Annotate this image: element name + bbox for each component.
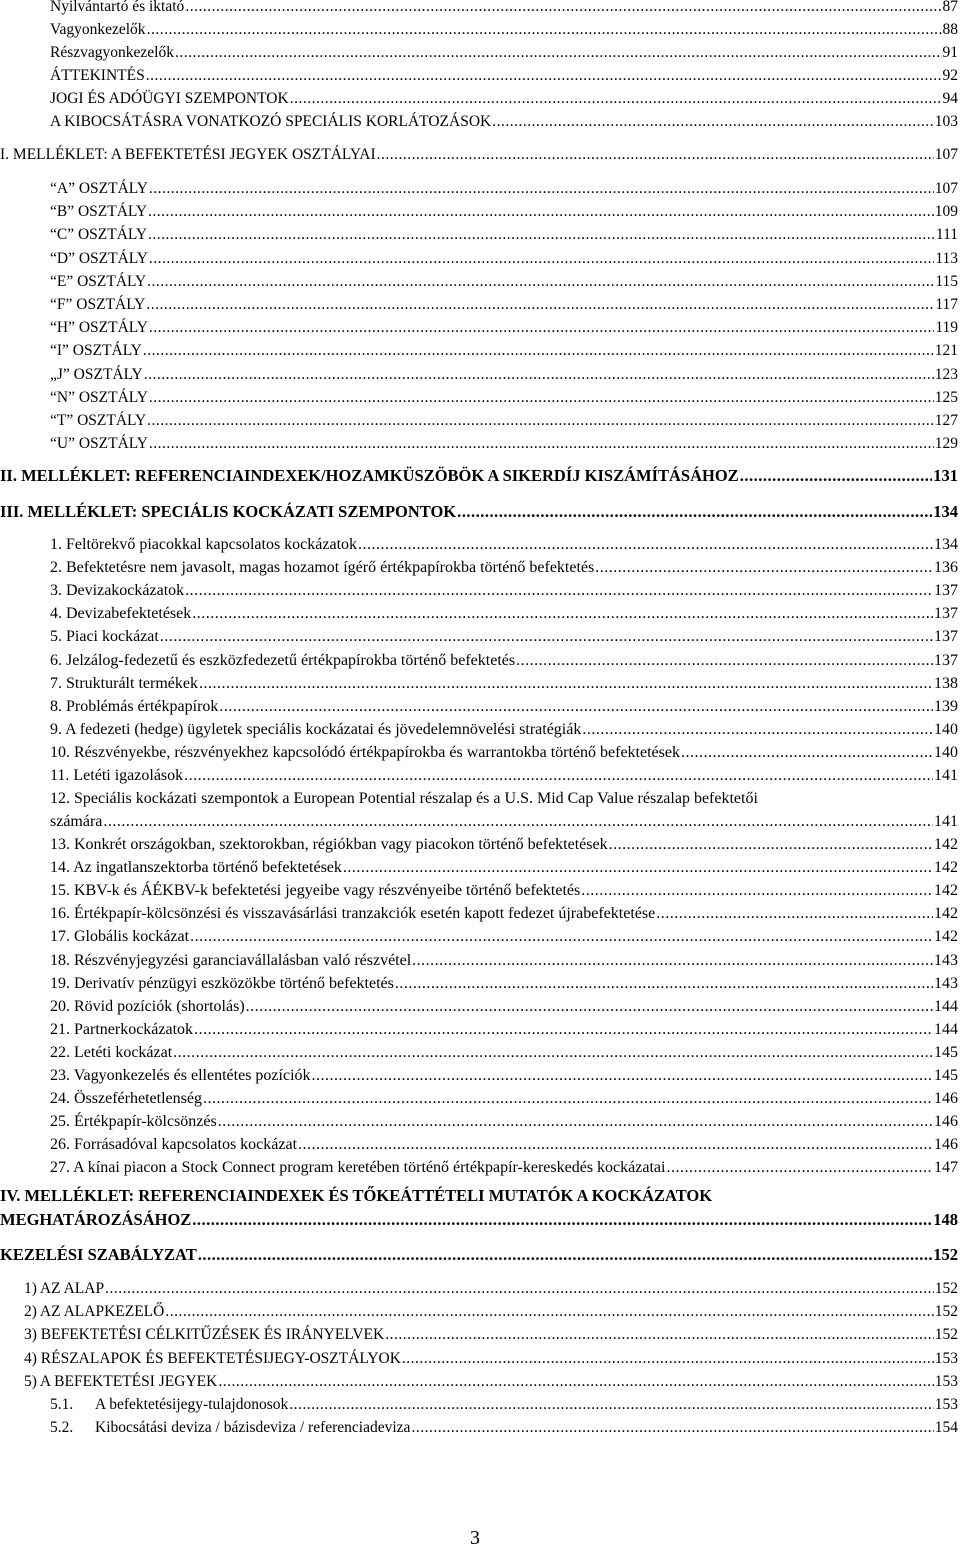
- toc-entry-title: A KIBOCSÁTÁSRA VONATKOZÓ SPECIÁLIS KORLÁTOZÁSOK: [50, 113, 492, 130]
- toc-entry-title: A befektetésijegy-tulajdonosok: [95, 1396, 289, 1413]
- toc-leader-dots: [173, 1044, 933, 1062]
- toc-entry-page: 137: [934, 582, 958, 600]
- toc-leader-dots: [149, 180, 934, 198]
- toc-entry-page: 115: [935, 272, 958, 290]
- toc-leader-dots: [582, 721, 933, 739]
- toc-risk-entry[interactable]: [50, 975, 958, 993]
- toc-entry-page: 142: [934, 928, 958, 946]
- toc-entry-title: “D” OSZTÁLY: [50, 249, 148, 267]
- toc-entry-page: 144: [934, 1020, 958, 1038]
- toc-leader-dots: [149, 319, 934, 337]
- toc-leader-dots: [190, 928, 933, 946]
- toc-leader-dots: [218, 1373, 933, 1391]
- toc-leader-dots: [595, 559, 933, 577]
- toc-entry-title: “U” OSZTÁLY: [50, 435, 148, 453]
- toc-leader-dots: [377, 146, 934, 164]
- toc-entry-title: “B” OSZTÁLY: [50, 203, 148, 221]
- toc-risk-entry[interactable]: [50, 767, 958, 785]
- toc-entry-title: “A” OSZTÁLY: [50, 180, 148, 197]
- toc-entry-title: 21. Partnerkockázatok: [50, 1020, 194, 1038]
- toc-leader-dots: [103, 813, 933, 831]
- toc-risk-entry[interactable]: [50, 628, 958, 646]
- toc-leader-dots: [149, 389, 934, 407]
- toc-entry-title: 19. Derivatív pénzügyi eszközökbe történő befektetés: [50, 974, 394, 992]
- toc-entry-page: 145: [934, 1067, 958, 1084]
- toc-entry-page: 152: [934, 1326, 958, 1344]
- toc-entry-title: Nyilvántartó és iktató: [50, 0, 185, 15]
- toc-entry-page: 88: [942, 21, 958, 38]
- toc-risk-entry[interactable]: [50, 744, 958, 762]
- toc-risk-entry[interactable]: [50, 905, 958, 923]
- toc-leader-dots: [246, 998, 933, 1016]
- toc-entry-title: ÁTTEKINTÉS: [50, 67, 145, 84]
- toc-entry-page: 123: [934, 365, 958, 383]
- toc-leader-dots: [165, 1303, 933, 1321]
- toc-leader-dots: [184, 767, 933, 785]
- toc-rules-entry[interactable]: [24, 1303, 958, 1321]
- toc-entry-title: Kibocsátási deviza / bázisdeviza / referenciadeviza: [95, 1419, 411, 1436]
- toc-entry-page: 137: [934, 605, 958, 623]
- toc-entry-page: 92: [942, 67, 958, 84]
- toc-entry-title: számára: [50, 813, 103, 830]
- toc-class-entry[interactable]: [50, 226, 958, 244]
- toc-risk-entry[interactable]: [50, 652, 958, 670]
- toc-entry-title: 17. Globális kockázat: [50, 928, 190, 946]
- toc-risk-entry-12[interactable]: [50, 813, 958, 831]
- toc-entry-title: 20. Rövid pozíciók (shortolás): [50, 997, 245, 1015]
- toc-entry-page: 147: [934, 1159, 958, 1177]
- toc-entry-title: 23. Vagyonkezelés és ellentétes pozíciók: [50, 1067, 311, 1084]
- toc-entry-page: 142: [934, 905, 958, 923]
- toc-entry-title: KEZELÉSI SZABÁLYZAT: [0, 1245, 197, 1264]
- toc-leader-dots: [492, 113, 934, 131]
- toc-entry-title: 22. Letéti kockázat: [50, 1043, 173, 1061]
- toc-entry-title: 9. A fedezeti (hedge) ügyletek speciális kockázatai és jövedelemnövelési stratégiák: [50, 720, 582, 738]
- toc-risk-entry[interactable]: [50, 1044, 958, 1062]
- toc-leader-dots: [143, 342, 934, 360]
- toc-risk-entry[interactable]: [50, 721, 958, 739]
- toc-entry-title: “I” OSZTÁLY: [50, 342, 142, 360]
- toc-leader-dots: [516, 652, 933, 670]
- toc-entry-title: “F” OSZTÁLY: [50, 296, 146, 313]
- toc-leader-dots: [681, 744, 933, 762]
- toc-leader-dots: [185, 582, 933, 600]
- toc-risk-entry[interactable]: [50, 998, 958, 1016]
- toc-entry-title: 2) AZ ALAPKEZELŐ: [24, 1303, 165, 1321]
- toc-entry-top[interactable]: [50, 44, 958, 62]
- toc-risk-entry[interactable]: [50, 559, 958, 577]
- toc-leader-dots: [358, 536, 933, 554]
- toc-risk-entry[interactable]: [50, 605, 958, 623]
- toc-entry-page: 141: [934, 813, 958, 830]
- toc-entry-page: 137: [934, 651, 958, 669]
- toc-risk-entry[interactable]: [50, 882, 958, 900]
- toc-class-entry[interactable]: [50, 412, 958, 430]
- toc-annex-4-line1[interactable]: IV. MELLÉKLET: REFERENCIAINDEXEK ÉS TŐKEÁTTÉTELI MUTATÓK A KOCKÁZATOK: [0, 1186, 713, 1205]
- toc-leader-dots: [298, 1136, 933, 1154]
- toc-entry-page: 127: [934, 412, 958, 429]
- toc-entry-page: 146: [934, 1090, 958, 1108]
- toc-rules-entry[interactable]: [24, 1280, 958, 1298]
- toc-class-entry[interactable]: [50, 342, 958, 360]
- toc-leader-dots: [385, 1326, 934, 1344]
- toc-rules-sub-entry[interactable]: [50, 1396, 958, 1414]
- toc-entry-title: 13. Konkrét országokban, szektorokban, régiókban vagy piacokon történő befektetések: [50, 836, 608, 853]
- toc-entry-title: 10. Részvényekbe, részvényekhez kapcsolódó értékpapírokba és warrantokba történő befektetések: [50, 743, 680, 761]
- toc-entry-page: 146: [934, 1136, 958, 1154]
- toc-leader-dots: [581, 882, 933, 900]
- toc-entry-title: 11. Letéti igazolások: [50, 767, 184, 784]
- toc-annex-3[interactable]: [0, 502, 958, 522]
- toc-leader-dots: [192, 1210, 932, 1230]
- toc-risk-entry[interactable]: [50, 582, 958, 600]
- toc-entry-number: 5.2.: [50, 1419, 74, 1436]
- toc-risk-entry-12-line1[interactable]: 12. Speciális kockázati szempontok a European Potential részalap és a U.S. Mid Cap Value részalap befektetői: [50, 790, 758, 807]
- toc-risk-entry[interactable]: [50, 536, 958, 554]
- toc-risk-entry[interactable]: [50, 1021, 958, 1039]
- toc-entry-page: 145: [934, 1043, 958, 1061]
- toc-entry-title: “T” OSZTÁLY: [50, 412, 147, 429]
- toc-leader-dots: [312, 1067, 933, 1085]
- toc-leader-dots: [656, 905, 933, 923]
- toc-class-entry[interactable]: [50, 180, 958, 198]
- toc-entry-title: 1. Feltörekvő piacokkal kapcsolatos kockázatok: [50, 536, 358, 553]
- toc-entry-page: 152: [933, 1245, 958, 1264]
- toc-rules-entry[interactable]: [24, 1326, 958, 1344]
- toc-entry-page: 129: [934, 435, 958, 453]
- toc-leader-dots: [149, 435, 934, 453]
- toc-entry-page: 125: [934, 388, 958, 406]
- toc-entry-title: 6. Jelzálog-fedezetű és eszközfedezetű értékpapírokba történő befektetés: [50, 651, 516, 669]
- toc-class-entry[interactable]: [50, 366, 958, 384]
- toc-risk-entry[interactable]: [50, 698, 958, 716]
- toc-entry-page: 139: [934, 697, 958, 715]
- toc-leader-dots: [395, 975, 933, 993]
- toc-entry-page: 87: [942, 0, 958, 15]
- toc-leader-dots: [198, 1245, 933, 1265]
- toc-entry-title: 8. Problémás értékpapírok: [50, 697, 219, 715]
- toc-risk-entry[interactable]: [50, 1159, 958, 1177]
- toc-leader-dots: [740, 466, 933, 486]
- toc-risk-entry[interactable]: [50, 952, 958, 970]
- toc-leader-dots: [666, 1159, 933, 1177]
- toc-entry-title: 3) BEFEKTETÉSI CÉLKITŰZÉSEK ÉS IRÁNYELVEK: [24, 1326, 385, 1344]
- toc-leader-dots: [411, 1419, 933, 1437]
- toc-entry-title: 26. Forrásadóval kapcsolatos kockázat: [50, 1136, 298, 1154]
- toc-entry-title: Vagyonkezelők: [50, 21, 146, 38]
- toc-entry-title: 5) A BEFEKTETÉSI JEGYEK: [24, 1372, 218, 1390]
- toc-class-entry[interactable]: [50, 250, 958, 268]
- toc-rules-sub-entry[interactable]: [50, 1419, 958, 1437]
- toc-risk-entry[interactable]: [50, 859, 958, 877]
- toc-risk-entry[interactable]: [50, 1067, 958, 1085]
- toc-entry-title: II. MELLÉKLET: REFERENCIAINDEXEK/HOZAMKÜSZÖBÖK A SIKERDÍJ KISZÁMÍTÁSÁHOZ: [0, 466, 739, 485]
- toc-leader-dots: [147, 21, 942, 39]
- toc-entry-title: 24. Összeférhetetlenség: [50, 1090, 202, 1108]
- toc-leader-dots: [147, 412, 934, 430]
- toc-entry-top[interactable]: [50, 0, 958, 16]
- toc-annex-4[interactable]: [0, 1210, 958, 1230]
- toc-entry-title: “N” OSZTÁLY: [50, 388, 148, 406]
- toc-risk-entry[interactable]: [50, 1113, 958, 1131]
- toc-entry-page: 148: [933, 1210, 958, 1229]
- toc-leader-dots: [343, 859, 933, 877]
- toc-entry-page: 109: [934, 203, 958, 221]
- toc-entry-title: I. MELLÉKLET: A BEFEKTETÉSI JEGYEK OSZTÁLYAI: [0, 146, 376, 163]
- toc-entry-title: Részvagyonkezelők: [50, 44, 174, 61]
- toc-class-entry[interactable]: [50, 435, 958, 453]
- toc-entry-title: 5. Piaci kockázat: [50, 628, 159, 646]
- toc-entry-title: „J” OSZTÁLY: [50, 365, 143, 383]
- toc-leader-dots: [185, 0, 941, 16]
- toc-rules-entry[interactable]: [24, 1373, 958, 1391]
- toc-entry-title: 1) AZ ALAP: [24, 1280, 105, 1297]
- toc-entry-page: 152: [934, 1280, 958, 1297]
- toc-entry-page: 134: [934, 536, 958, 553]
- toc-entry-top[interactable]: [50, 67, 958, 85]
- toc-leader-dots: [412, 952, 933, 970]
- toc-class-entry[interactable]: [50, 389, 958, 407]
- toc-entry-page: 103: [934, 113, 958, 130]
- toc-entry-page: 119: [935, 319, 958, 337]
- toc-entry-title: 2. Befektetésre nem javasolt, magas hozamot ígérő értékpapírokba történő befektetés: [50, 559, 595, 577]
- toc-entry-page: 140: [934, 720, 958, 738]
- toc-leader-dots: [290, 90, 942, 108]
- toc-entry-title: 4. Devizabefektetések: [50, 605, 192, 623]
- toc-class-entry[interactable]: [50, 319, 958, 337]
- toc-entry-title: “H” OSZTÁLY: [50, 319, 148, 337]
- toc-entry-page: 137: [934, 628, 958, 646]
- toc-leader-dots: [609, 836, 933, 854]
- toc-entry-page: 94: [942, 90, 958, 107]
- toc-entry-title: 14. Az ingatlanszektorba történő befektetések: [50, 859, 342, 877]
- toc-leader-dots: [218, 1113, 933, 1131]
- toc-entry-title: III. MELLÉKLET: SPECIÁLIS KOCKÁZATI SZEMPONTOK: [0, 502, 457, 521]
- toc-entry-title: “E” OSZTÁLY: [50, 272, 147, 290]
- toc-rules-entry[interactable]: [24, 1350, 958, 1368]
- toc-entry-title: MEGHATÁROZÁSÁHOZ: [0, 1210, 192, 1229]
- toc-leader-dots: [203, 1090, 933, 1108]
- toc-entry-title: 4) RÉSZALAPOK ÉS BEFEKTETÉSIJEGY-OSZTÁLYOK: [24, 1349, 401, 1367]
- toc-leader-dots: [160, 628, 933, 646]
- toc-entry-top[interactable]: [50, 21, 958, 39]
- toc-risk-entry[interactable]: [50, 1090, 958, 1108]
- toc-entry-title: 25. Értékpapír-kölcsönzés: [50, 1113, 217, 1131]
- toc-entry-page: 146: [934, 1113, 958, 1131]
- toc-entry-page: 117: [935, 296, 958, 313]
- toc-entry-page: 134: [933, 502, 958, 521]
- toc-entry-page: 131: [933, 466, 958, 485]
- toc-risk-entry[interactable]: [50, 675, 958, 693]
- toc-entry-top[interactable]: [50, 90, 958, 108]
- toc-leader-dots: [144, 366, 934, 384]
- toc-entry-title: 15. KBV-k és ÁÉKBV-k befektetési jegyeibe vagy részvényeibe történő befektetés: [50, 882, 581, 900]
- toc-entry-page: 143: [934, 974, 958, 992]
- toc-entry-title: 3. Devizakockázatok: [50, 582, 185, 600]
- toc-leader-dots: [219, 698, 933, 716]
- toc-entry-title: 18. Részvényjegyzési garanciavállalásban való részvétel: [50, 951, 412, 969]
- toc-class-entry[interactable]: [50, 296, 958, 314]
- toc-leader-dots: [289, 1396, 933, 1414]
- toc-entry-page: 153: [934, 1372, 958, 1390]
- toc-entry-page: 138: [934, 674, 958, 692]
- toc-class-entry[interactable]: [50, 203, 958, 221]
- toc-entry-page: 152: [934, 1303, 958, 1321]
- toc-leader-dots: [199, 675, 933, 693]
- toc-leader-dots: [175, 44, 942, 62]
- toc-entry-page: 141: [934, 767, 958, 784]
- toc-entry-page: 121: [934, 342, 958, 360]
- toc-rules[interactable]: [0, 1245, 958, 1265]
- toc-leader-dots: [105, 1280, 934, 1298]
- toc-leader-dots: [148, 203, 934, 221]
- toc-leader-dots: [146, 296, 934, 314]
- toc-leader-dots: [194, 1021, 933, 1039]
- toc-risk-entry[interactable]: [50, 928, 958, 946]
- toc-entry-page: 144: [934, 997, 958, 1015]
- toc-entry-page: 153: [934, 1396, 958, 1413]
- toc-leader-dots: [149, 250, 934, 268]
- page-number: 3: [470, 1527, 480, 1549]
- toc-leader-dots: [402, 1350, 934, 1368]
- toc-entry-title: 7. Strukturált termékek: [50, 674, 198, 692]
- toc-entry-page: 136: [934, 559, 958, 577]
- toc-entry-page: 153: [934, 1349, 958, 1367]
- toc-entry-page: 140: [934, 743, 958, 761]
- toc-entry-page: 111: [935, 226, 958, 244]
- toc-annex-1[interactable]: [0, 146, 958, 164]
- toc-entry-title: JOGI ÉS ADÓÜGYI SZEMPONTOK: [50, 90, 289, 107]
- toc-leader-dots: [457, 502, 932, 522]
- toc-entry-page: 107: [934, 180, 958, 197]
- toc-leader-dots: [146, 67, 942, 85]
- toc-entry-title: 16. Értékpapír-kölcsönzési és visszavásárlási tranzakciók esetén kapott fedezet újrabefektetése: [50, 905, 656, 923]
- toc-risk-entry[interactable]: [50, 1136, 958, 1154]
- toc-entry-page: 113: [935, 249, 958, 267]
- toc-risk-entry[interactable]: [50, 836, 958, 854]
- toc-entry-page: 142: [934, 882, 958, 900]
- toc-entry-number: 5.1.: [50, 1396, 74, 1413]
- toc-leader-dots: [148, 226, 935, 244]
- toc-entry-page: 142: [934, 836, 958, 853]
- toc-annex-2[interactable]: [0, 466, 958, 486]
- toc-entry-title: 27. A kínai piacon a Stock Connect program keretében történő értékpapír-kereskedés kockázatai: [50, 1159, 666, 1177]
- toc-entry-page: 142: [934, 859, 958, 877]
- toc-leader-dots: [147, 273, 934, 291]
- toc-entry-page: 107: [934, 146, 958, 163]
- toc-entry-title: “C” OSZTÁLY: [50, 226, 148, 244]
- toc-class-entry[interactable]: [50, 273, 958, 291]
- toc-entry-page: 154: [934, 1419, 958, 1436]
- toc-leader-dots: [192, 605, 933, 623]
- toc-entry-top[interactable]: [50, 113, 958, 131]
- toc-entry-page: 91: [942, 44, 958, 61]
- toc-entry-page: 143: [934, 951, 958, 969]
